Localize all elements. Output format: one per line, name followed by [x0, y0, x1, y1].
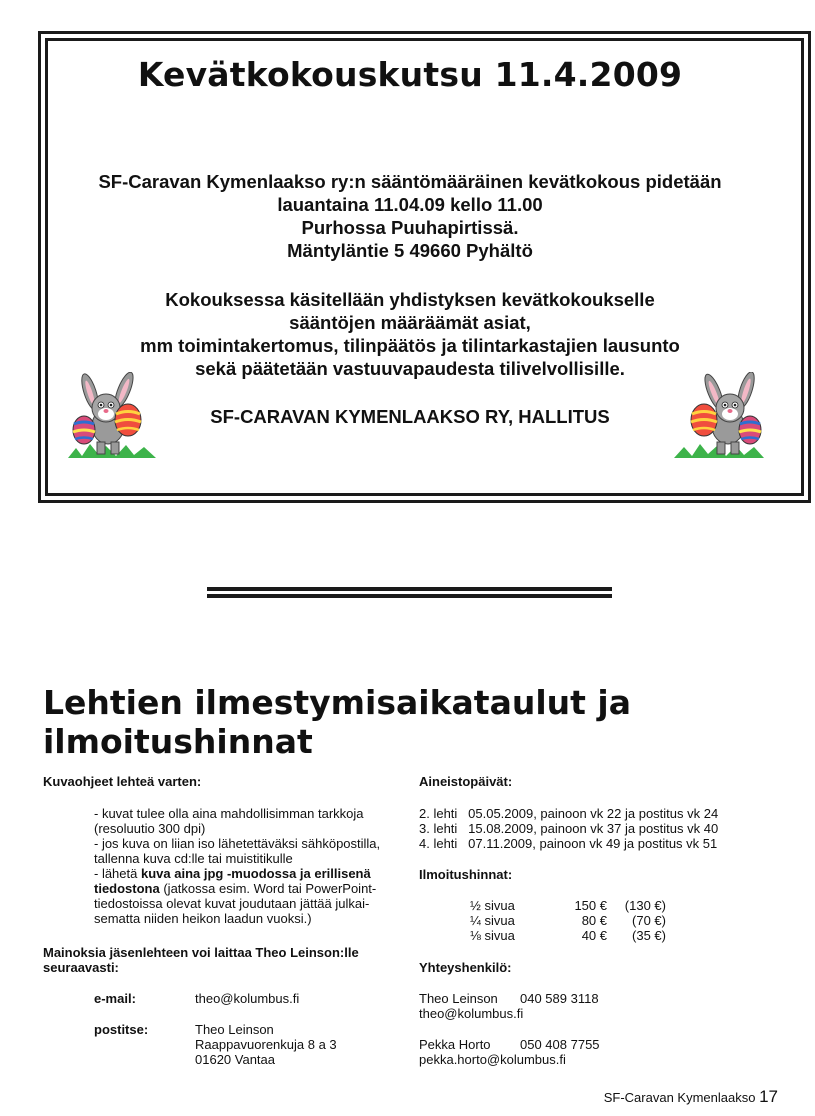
deadline-row: 2. lehti 05.05.2009, painoon vk 22 ja postitus vk 24 — [419, 806, 719, 821]
deadlines-heading: Aineistopäivät: — [419, 774, 513, 789]
photo-guideline-line — [94, 881, 376, 896]
contact-heading: Yhteyshenkilö: — [419, 960, 512, 975]
price-member-value: (130 €) — [624, 898, 666, 913]
section-title-line: Lehtien ilmestymisaikataulut ja — [43, 683, 631, 722]
invitation-title: Kevätkokouskutsu 11.4.2009 — [137, 55, 683, 94]
easter-bunny-left-icon — [66, 372, 161, 464]
contact-email: pekka.horto@kolumbus.fi — [419, 1052, 566, 1067]
text-run: - lähetä — [94, 866, 141, 881]
easter-bunny-right-icon — [672, 372, 767, 464]
contact-phone: 040 589 3118 — [520, 991, 599, 1006]
invitation-line: sekä päätetään vastuuvapaudesta tilivelvollisille. — [195, 358, 625, 379]
invitation-line: Mäntyläntie 5 49660 Pyhältö — [287, 240, 533, 261]
email-value: theo@kolumbus.fi — [195, 991, 300, 1006]
post-address-line: Raappavuorenkuja 8 a 3 — [195, 1037, 337, 1052]
price-size: ¼ sivua — [470, 913, 515, 928]
photo-guideline-line: sematta niiden heikon laadun vuoksi.) — [94, 911, 312, 926]
photo-guideline-line: (resoluutio 300 dpi) — [94, 821, 206, 836]
invitation-signature: SF-CARAVAN KYMENLAAKSO RY, HALLITUS — [210, 406, 610, 427]
contact-phone: 050 408 7755 — [520, 1037, 600, 1052]
invitation-line: mm toimintakertomus, tilinpäätös ja tilintarkastajien lausunto — [140, 335, 680, 356]
page-footer — [560, 1087, 778, 1107]
contact-name: Pekka Horto — [419, 1037, 491, 1052]
photo-guideline-line: - kuvat tulee olla aina mahdollisimman tarkkoja — [94, 806, 364, 821]
section-title — [43, 683, 783, 761]
page-number: 17 — [759, 1087, 778, 1106]
photo-guidelines-heading: Kuvaohjeet lehteä varten: — [43, 774, 202, 789]
post-address-line: 01620 Vantaa — [195, 1052, 275, 1067]
price-value: 150 € — [574, 898, 607, 913]
post-label: postitse: — [94, 1022, 149, 1037]
post-address-line: Theo Leinson — [195, 1022, 274, 1037]
text-run-bold: tiedostona — [94, 881, 160, 896]
price-size: ⅛ sivua — [470, 928, 515, 943]
section-title-line: ilmoitushinnat — [43, 722, 313, 761]
divider-line-bottom — [207, 594, 612, 598]
invitation-line: Purhossa Puuhapirtissä. — [301, 217, 519, 238]
photo-guideline-line — [94, 866, 371, 881]
invitation-line: sääntöjen määräämät asiat, — [289, 312, 531, 333]
photo-guideline-line: tiedostoissa olevat kuvat joudutaan jättää julkai- — [94, 896, 370, 911]
photo-guideline-line: - jos kuva on liian iso lähetettäväksi sähköpostilla, — [94, 836, 381, 851]
photo-guideline-line: tallenna kuva cd:lle tai muistitikulle — [94, 851, 293, 866]
price-value: 80 € — [581, 913, 607, 928]
invitation-line: Kokouksessa käsitellään yhdistyksen kevätkokoukselle — [165, 289, 655, 310]
price-value: 40 € — [581, 928, 607, 943]
text-run: (jatkossa esim. Word tai PowerPoint- — [159, 881, 377, 896]
divider-line-top — [207, 587, 612, 591]
price-member-value: (70 €) — [632, 913, 666, 928]
invitation-line: SF-Caravan Kymenlaakso ry:n sääntömääräinen kevätkokous pidetään — [98, 171, 722, 192]
prices-heading: Ilmoitushinnat: — [419, 867, 513, 882]
deadline-row: 3. lehti 15.08.2009, painoon vk 37 ja postitus vk 40 — [419, 821, 719, 836]
footer-publication: SF-Caravan Kymenlaakso — [603, 1090, 756, 1105]
contact-email: theo@kolumbus.fi — [419, 1006, 524, 1021]
price-member-value: (35 €) — [632, 928, 666, 943]
deadline-row: 4. lehti 07.11.2009, painoon vk 49 ja postitus vk 51 — [419, 836, 718, 851]
email-label: e-mail: — [94, 991, 136, 1006]
ads-heading: seuraavasti: — [43, 960, 119, 975]
ads-heading: Mainoksia jäsenlehteen voi laittaa Theo Leinson:lle — [43, 945, 359, 960]
price-size: ½ sivua — [470, 898, 515, 913]
invitation-line: lauantaina 11.04.09 kello 11.00 — [277, 194, 543, 215]
text-run-bold: kuva aina jpg -muodossa ja erillisenä — [140, 866, 371, 881]
contact-name: Theo Leinson — [419, 991, 498, 1006]
